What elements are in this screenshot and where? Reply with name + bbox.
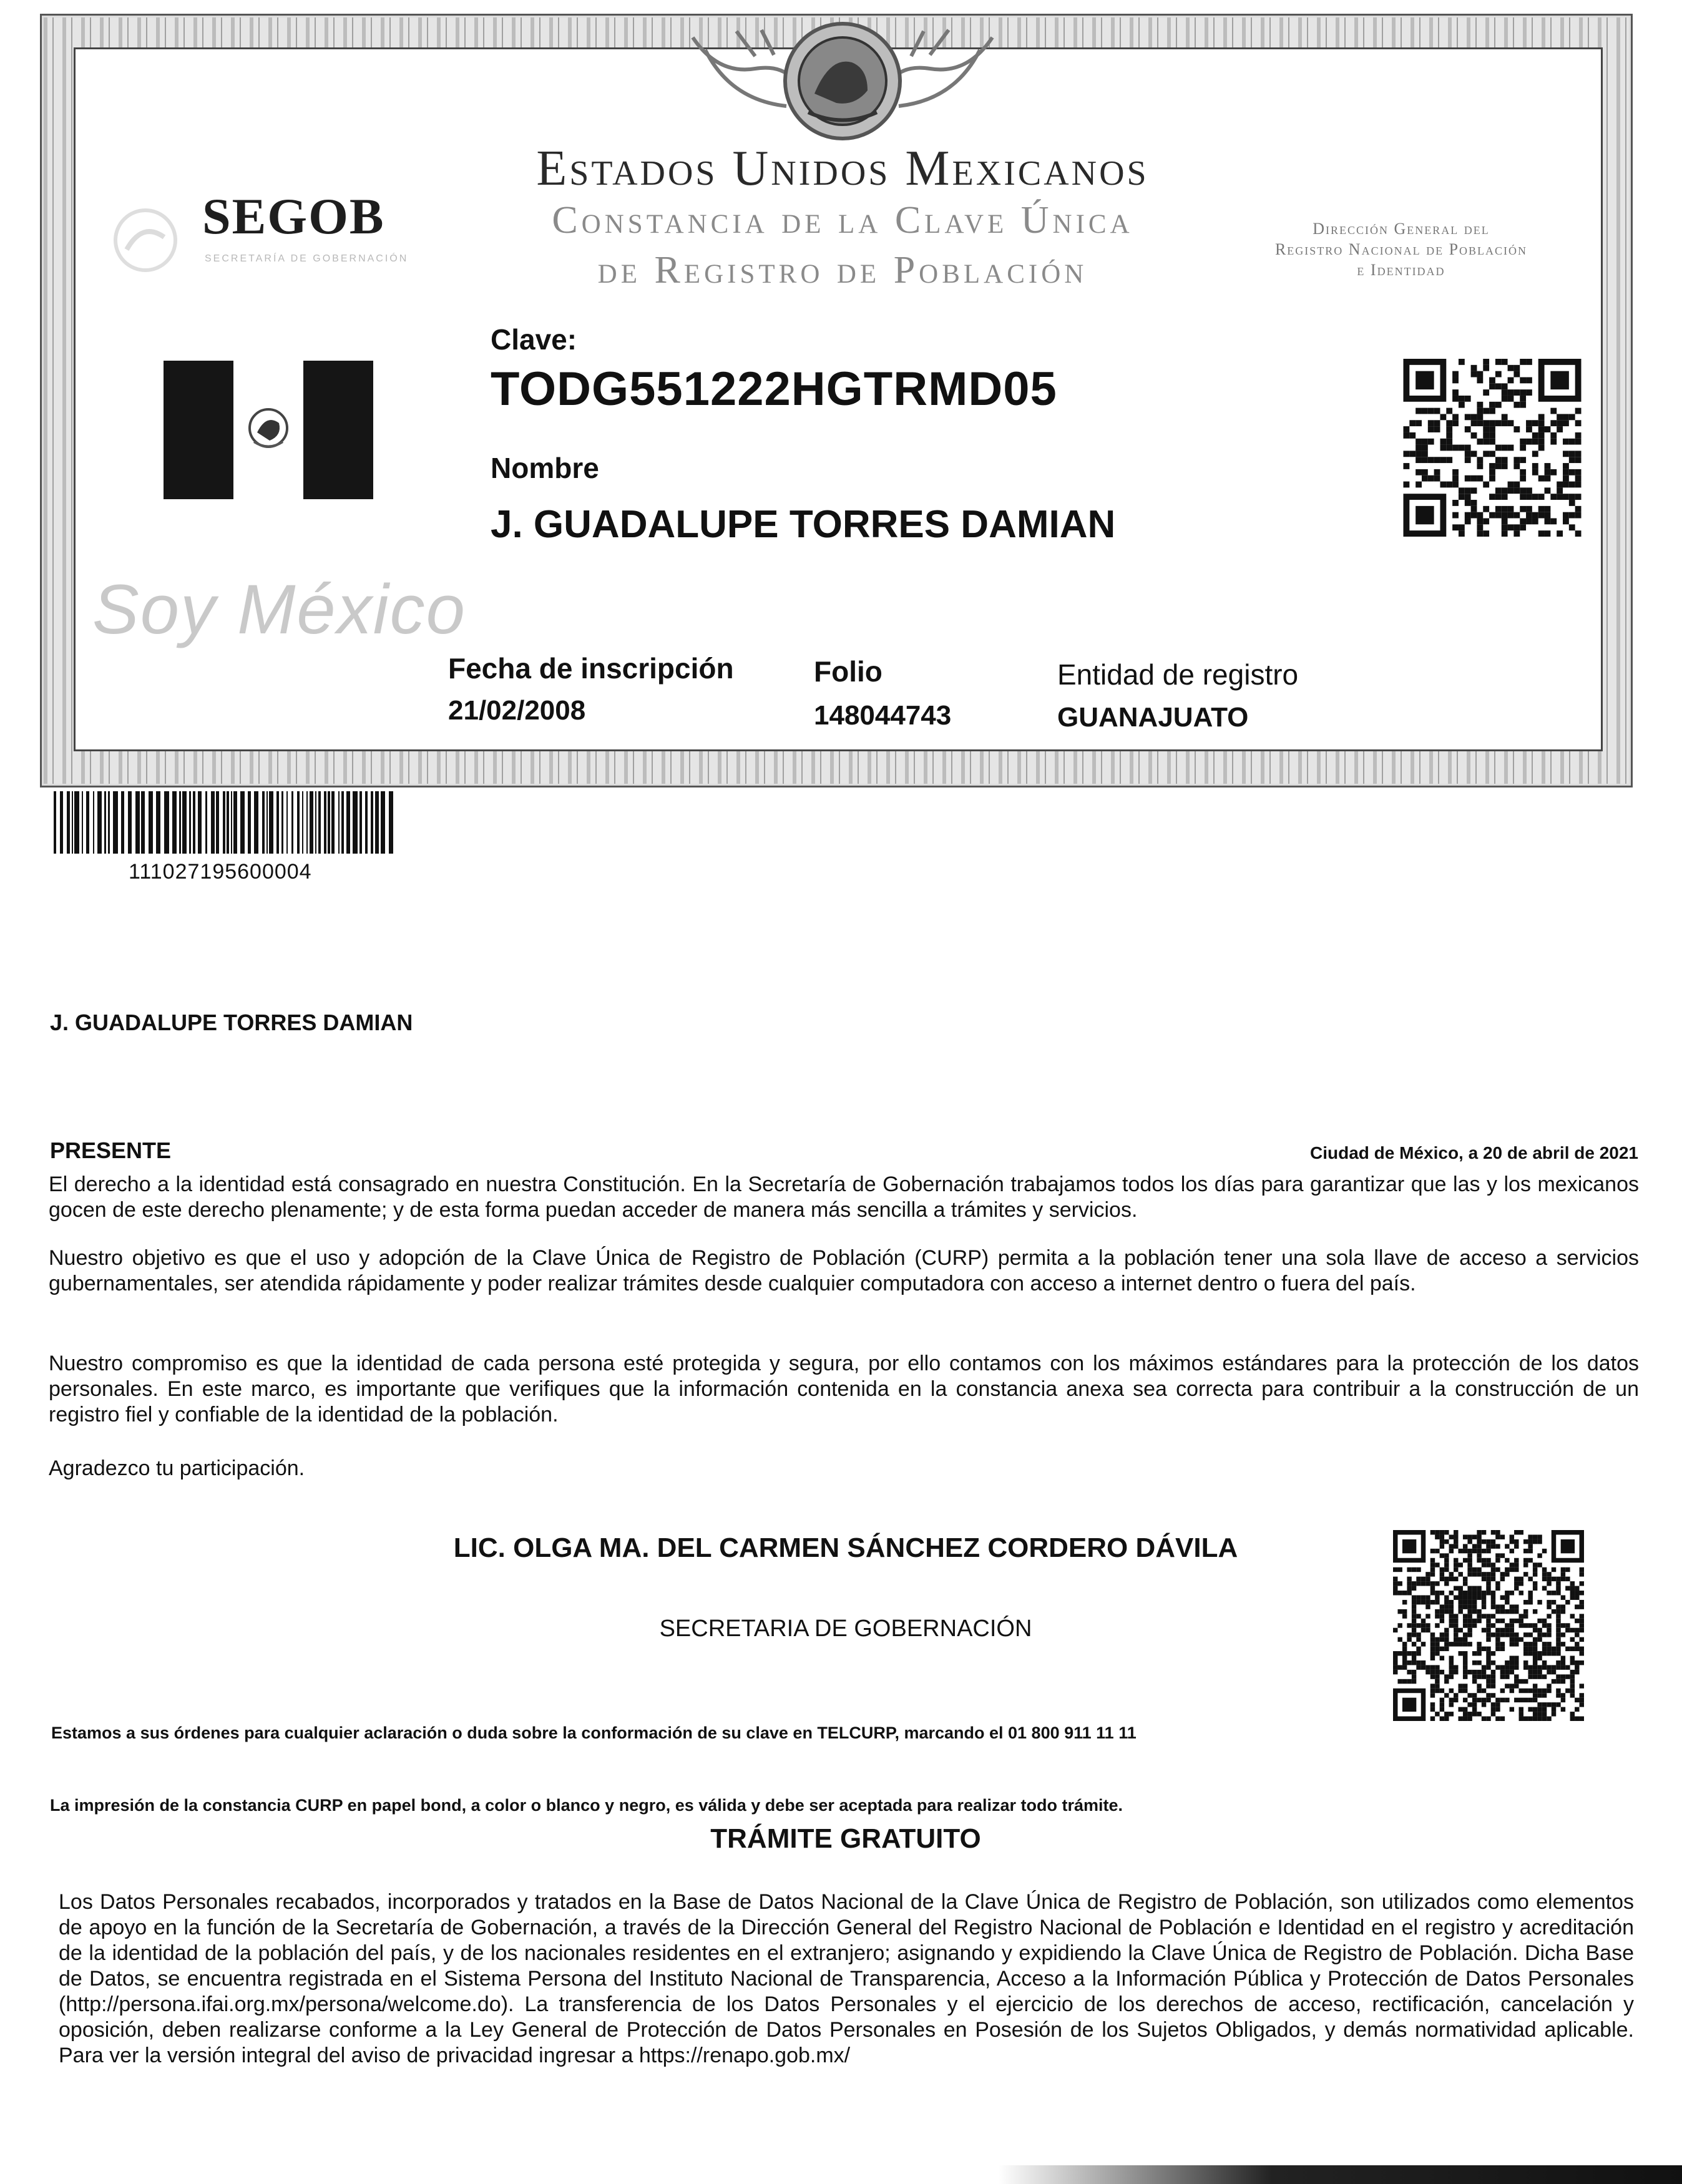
signer-name: LIC. OLGA MA. DEL CARMEN SÁNCHEZ CORDERO DÁVILA (453, 1533, 1238, 1563)
entidad-registro-value: GUANAJUATO (1057, 702, 1249, 733)
scan-edge-shadow (999, 2165, 1682, 2184)
letter-date: Ciudad de México, a 20 de abril de 2021 (1310, 1143, 1638, 1163)
paragraph-objective: Nuestro objetivo es que el uso y adopción de la Clave Única de Registro de Población (CURP) permita a la población tener una sola llave de acceso a servicios gubernamentales, ser atendida rápidamente y poder realizar trámites desde cualquier computadora con acceso a internet dentro o fuera del país. (49, 1246, 1639, 1295)
fecha-inscripcion-label: Fecha de inscripción (448, 652, 734, 685)
mexico-flag-icon (164, 361, 373, 499)
direccion-line2: Registro Nacional de Población (1274, 240, 1528, 258)
recipient-name: J. GUADALUPE TORRES DAMIAN (50, 1010, 413, 1035)
qr-code-icon (1393, 1530, 1584, 1721)
segob-subtitle: SECRETARÍA DE GOBERNACIÓN (205, 253, 409, 264)
soy-mexico-watermark: Soy México (92, 570, 466, 648)
national-seal-icon (680, 19, 1005, 150)
document-title-line2: de Registro de Población (597, 249, 1088, 291)
direccion-line3: e Identidad (1357, 261, 1445, 279)
segob-emblem-icon (105, 206, 186, 275)
segob-logo-text: SEGOB (202, 188, 385, 245)
direccion-line1: Dirección General del (1313, 220, 1490, 238)
folio-label: Folio (814, 655, 883, 688)
entidad-registro-label: Entidad de registro (1057, 658, 1299, 691)
greeting: PRESENTE (50, 1138, 172, 1163)
nombre-value: J. GUADALUPE TORRES DAMIAN (491, 503, 1116, 546)
qr-code-icon (1402, 359, 1583, 537)
paragraph-identity-right: El derecho a la identidad está consagrado en nuestra Constitución. En la Secretaría de Gobernación trabajamos todos los días para garantizar que las y los mexicanos gocen de este derecho plenamente; y de esta forma puedan acceder de manera más sencilla a trámites y servicios. (49, 1172, 1639, 1222)
signer-title: SECRETARIA DE GOBERNACIÓN (659, 1616, 1032, 1642)
fecha-inscripcion-value: 21/02/2008 (448, 695, 586, 726)
closing-text: Agradezco tu participación. (49, 1456, 305, 1480)
privacy-notice: Los Datos Personales recabados, incorporados y tratados en la Base de Datos Nacional de la Clave Única de Registro de Población, son utilizados como elementos de apoyo en la función de la Secretaría de Gobernación, a través de la Dirección General del Registro Nacional de Población e Identidad en el registro y acreditación de la identidad de la población del país, y de los nacionales residentes en el extranjero; asignando y expidiendo la Clave Única de Registro de Población. Dicha Base de Datos, se encuentra registrada en el Sistema Persona del Instituto Nacional de Transparencia, Acceso a la Información Pública y Protección de Datos Personales (http://persona.ifai.org.mx/persona/welcome.do). La transferencia de los Datos Personales y el ejercicio de los derechos de acceso, rectificación, cancelación y oposición, deben realizarse conforme a la Ley General de Protección de Datos Personales en Posesión de los Sujetos Obligados, y demás normatividad aplicable. Para ver la versión integral del aviso de privacidad ingresar a https://renapo.gob.mx/ (59, 1890, 1634, 2067)
paragraph-commitment: Nuestro compromiso es que la identidad de cada persona esté protegida y segura, por ello contamos con los máximos estándares para la protección de los datos personales. En este marco, es importante que verifiques que la información contenida en la constancia anexa sea correcta para contribuir a la construcción de un registro fiel y confiable de la identidad de la población. (49, 1352, 1639, 1426)
direccion-general (1223, 218, 1579, 280)
curp-value: TODG551222HGTRMD05 (491, 363, 1057, 416)
document-title-line1: Constancia de la Clave Única (552, 199, 1133, 241)
telcurp-contact: Estamos a sus órdenes para cualquier aclaración o duda sobre la conformación de su clave en TELCURP, marcando el 01 800 911 11 11 (51, 1723, 1137, 1742)
barcode-number: 111027195600004 (129, 860, 312, 884)
country-title: Estados Unidos Mexicanos (536, 141, 1149, 196)
folio-value: 148044743 (814, 700, 952, 731)
validity-notice: La impresión de la constancia CURP en papel bond, a color o blanco y negro, es válida y debe ser aceptada para realizar todo trámite. (50, 1796, 1123, 1815)
clave-label: Clave: (491, 323, 577, 356)
nombre-label: Nombre (491, 452, 599, 484)
barcode-icon (52, 791, 396, 854)
tramite-gratuito: TRÁMITE GRATUITO (710, 1823, 981, 1854)
